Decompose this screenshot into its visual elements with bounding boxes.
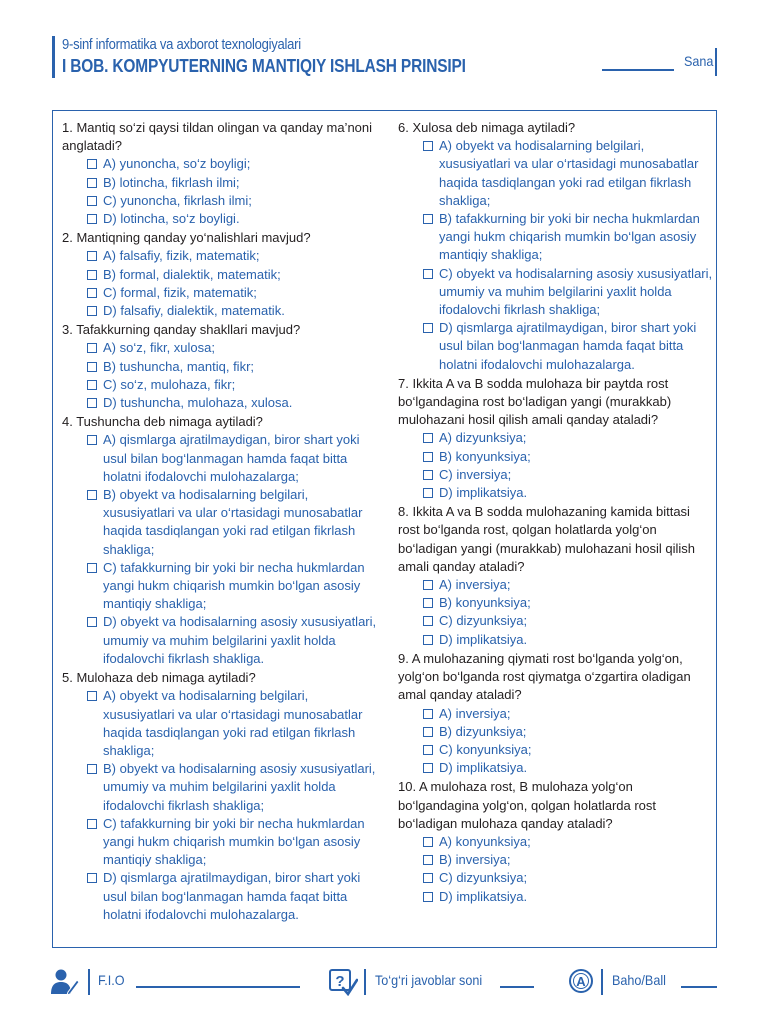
answer-checkbox[interactable] <box>423 433 433 443</box>
answer-option[interactable] <box>398 869 713 887</box>
question-item <box>398 650 713 777</box>
answer-checkbox[interactable] <box>87 343 97 353</box>
answer-checkbox[interactable] <box>87 270 97 280</box>
answer-option-text: A) konyunksiya; <box>439 833 531 849</box>
answer-option[interactable] <box>62 155 377 173</box>
answer-checkbox[interactable] <box>423 580 433 590</box>
answer-option-text: B) tafakkurning bir yoki bir necha hukmlardan yangi hukm chiqarish mumkin bo‘lgan asosiy mantiqiy shakliga; <box>439 211 700 263</box>
answer-option-text: C) so‘z, mulohaza, fikr; <box>103 376 236 392</box>
answer-option[interactable] <box>398 759 713 777</box>
answer-option[interactable] <box>62 339 377 357</box>
answer-checkbox[interactable] <box>423 616 433 626</box>
question-item <box>62 669 377 924</box>
answer-option[interactable] <box>398 741 713 759</box>
answer-option[interactable] <box>398 833 713 851</box>
answer-checkbox[interactable] <box>87 617 97 627</box>
answer-option-text: B) konyunksiya; <box>439 448 531 464</box>
answer-option[interactable] <box>62 266 377 284</box>
question-text: 8. Ikkita A va B sodda mulohazaning kamida bittasi rost bo‘lganda rost, qolgan holatlarda yolg‘on bo‘ladigan yangi (murakkab) mulohazani hosil qilish amali qanday ataladi? <box>398 504 695 574</box>
answer-checkbox[interactable] <box>423 873 433 883</box>
svg-text:?: ? <box>335 973 345 990</box>
answer-option-text: A) obyekt va hodisalarning belgilari, xususiyatlari va ular o‘rtasidagi munosabatlar haqida tasdiqlangan yoki rad etilgan fikrlash shakliga; <box>103 688 363 758</box>
grade-a-icon <box>568 968 596 1001</box>
answer-checkbox[interactable] <box>87 159 97 169</box>
answer-checkbox[interactable] <box>423 635 433 645</box>
answer-option[interactable] <box>398 851 713 869</box>
answer-option-text: B) lotincha, fikrlash ilmi; <box>103 174 240 190</box>
answer-checkbox[interactable] <box>87 873 97 883</box>
answer-checkbox[interactable] <box>423 837 433 847</box>
question-text: 4. Tushuncha deb nimaga aytiladi? <box>62 414 263 430</box>
date-accent-bar <box>715 48 717 76</box>
answer-option-text: C) obyekt va hodisalarning asosiy xususiyatlari, umumiy va muhim belgilarini yaxlit holda ifodalovchi fikrlash shakliga; <box>439 265 713 318</box>
answer-option-text: C) dizyunksiya; <box>439 613 528 629</box>
answer-checkbox[interactable] <box>87 819 97 829</box>
answer-checkbox[interactable] <box>423 452 433 462</box>
answer-option[interactable] <box>62 247 377 265</box>
answer-option-text: A) qismlarga ajratilmaydigan, biror shart yoki usul bilan bog‘lanmagan hamda faqat bitta holatni ifodalovchi mulohazalarga; <box>103 432 360 484</box>
answer-option-text: D) tushuncha, mulohaza, xulosa. <box>103 395 293 411</box>
correct-answers-label: To‘g‘ri javoblar soni <box>375 972 483 988</box>
answer-option-text: B) inversiya; <box>439 852 511 868</box>
answer-checkbox[interactable] <box>423 855 433 865</box>
answer-checkbox[interactable] <box>423 892 433 902</box>
answer-checkbox[interactable] <box>87 178 97 188</box>
answer-checkbox[interactable] <box>423 214 433 224</box>
question-item <box>62 321 377 412</box>
answer-option[interactable] <box>398 576 713 594</box>
answer-option[interactable] <box>398 594 713 612</box>
footer-separator <box>364 969 366 995</box>
question-text: 9. A mulohazaning qiymati rost bo‘lganda yolg‘on, yolg‘on bo‘lganda rost qiymatga o‘zgartira oladigan amal qanday ataladi? <box>398 650 691 703</box>
answer-checkbox[interactable] <box>423 323 433 333</box>
answer-checkbox[interactable] <box>423 727 433 737</box>
answer-checkbox[interactable] <box>423 598 433 608</box>
question-text: 10. A mulohaza rost, B mulohaza yolg‘on bo‘lgandagina yolg‘on, qolgan holatlarda rost bo‘ladigan mulohaza qanday ataladi? <box>398 779 657 831</box>
answer-option[interactable] <box>62 376 377 394</box>
svg-text:A: A <box>576 974 586 989</box>
question-item <box>398 119 713 374</box>
answer-option[interactable] <box>62 284 377 302</box>
answer-checkbox[interactable] <box>87 691 97 701</box>
answer-checkbox[interactable] <box>87 764 97 774</box>
answer-option[interactable] <box>62 192 377 210</box>
answer-option[interactable] <box>62 760 377 815</box>
answer-option[interactable] <box>62 687 377 760</box>
right-column <box>398 119 713 907</box>
answer-option[interactable] <box>398 210 713 265</box>
answer-option[interactable] <box>62 358 377 376</box>
answer-option-text: D) lotincha, so‘z boyligi. <box>103 211 240 227</box>
person-edit-icon <box>50 968 80 1001</box>
answer-checkbox[interactable] <box>87 214 97 224</box>
answer-option[interactable] <box>62 174 377 192</box>
answer-option[interactable] <box>62 815 377 870</box>
answer-option-text: B) tushuncha, mantiq, fikr; <box>103 358 255 374</box>
question-text: 7. Ikkita A va B sodda mulohaza bir paytda rost bo‘lgandagina rost bo‘ladigan yangi (murakkab) mulohazani hosil qilish amali qanday ataladi? <box>398 375 672 428</box>
answer-option[interactable] <box>398 137 713 210</box>
answer-checkbox[interactable] <box>423 470 433 480</box>
question-item <box>398 503 713 649</box>
answer-option-text: D) qismlarga ajratilmaydigan, biror shart yoki usul bilan bog‘lanmagan hamda faqat bitta holatni ifodalovchi mulohazalarga. <box>103 870 361 922</box>
left-column <box>62 119 377 925</box>
answer-option[interactable] <box>398 466 713 484</box>
questions-box <box>52 110 717 948</box>
answer-option-text: A) falsafiy, fizik, matematik; <box>103 248 260 264</box>
answer-option[interactable] <box>398 631 713 649</box>
answer-option-text: C) dizyunksiya; <box>439 870 528 886</box>
question-text: 6. Xulosa deb nimaga aytiladi? <box>398 120 576 135</box>
date-line <box>602 69 674 71</box>
answer-option-text: B) formal, dialektik, matematik; <box>103 266 281 282</box>
answer-option-text: A) yunoncha, so‘z boyligi; <box>103 156 251 172</box>
question-item <box>62 229 377 320</box>
name-label: F.I.O <box>98 972 125 988</box>
answer-checkbox[interactable] <box>87 435 97 445</box>
answer-option[interactable] <box>398 319 713 374</box>
answer-option-text: C) inversiya; <box>439 466 512 482</box>
answer-checkbox[interactable] <box>87 563 97 573</box>
answer-option[interactable] <box>398 612 713 630</box>
answer-checkbox[interactable] <box>87 251 97 261</box>
question-text: 1. Mantiq so‘zi qaysi tildan olingan va qanday ma’noni anglatadi? <box>62 120 373 154</box>
answer-option-text: D) obyekt va hodisalarning asosiy xususiyatlari, umumiy va muhim belgilarini yaxlit holda ifodalovchi fikrlash shakliga. <box>103 614 377 666</box>
answer-checkbox[interactable] <box>423 269 433 279</box>
answer-checkbox[interactable] <box>423 709 433 719</box>
answer-option[interactable] <box>62 869 377 924</box>
answer-option-text: A) dizyunksiya; <box>439 430 527 446</box>
answer-checkbox[interactable] <box>423 141 433 151</box>
answer-option[interactable] <box>398 705 713 723</box>
date-label: Sana <box>684 53 714 69</box>
question-check-icon <box>328 968 358 1001</box>
answer-option-text: C) tafakkurning bir yoki bir necha hukmlardan yangi hukm chiqarish mumkin bo‘lgan asosiy mantiqiy shakliga; <box>103 815 365 868</box>
question-item <box>398 778 713 905</box>
answer-option-text: B) obyekt va hodisalarning asosiy xususiyatlari, umumiy va muhim belgilarini yaxlit holda ifodalovchi fikrlash shakliga; <box>103 761 376 813</box>
answer-option-text: A) so‘z, fikr, xulosa; <box>103 340 215 356</box>
footer-separator <box>601 969 603 995</box>
header-accent-bar <box>52 36 55 78</box>
answer-option-text: A) inversiya; <box>439 705 511 721</box>
answer-option-text: B) obyekt va hodisalarning belgilari, xususiyatlari va ular o‘rtasidagi munosabatlar haqida tasdiqlangan yoki rad etilgan fikrlash shakliga; <box>103 487 363 557</box>
name-line[interactable] <box>136 986 300 988</box>
header-subtitle: 9-sinf informatika va axborot texnologiyalari <box>62 37 301 53</box>
answer-option[interactable] <box>62 486 377 559</box>
answer-option-text: D) implikatsiya. <box>439 631 528 647</box>
answer-option[interactable] <box>398 429 713 447</box>
question-item <box>62 413 377 668</box>
answer-option[interactable] <box>62 394 377 412</box>
answer-option[interactable] <box>398 484 713 502</box>
answer-option[interactable] <box>398 888 713 906</box>
answer-option[interactable] <box>62 613 377 668</box>
answer-option-text: D) implikatsiya. <box>439 485 528 501</box>
answer-option-text: B) dizyunksiya; <box>439 723 527 739</box>
answer-option-text: D) qismlarga ajratilmaydigan, biror shart yoki usul bilan bog‘lanmagan hamda faqat bitta holatni ifodalovchi mulohazalarga. <box>439 320 697 372</box>
answer-option-text: A) obyekt va hodisalarning belgilari, xususiyatlari va ular o‘rtasidagi munosabatlar haqida tasdiqlangan yoki rad etilgan fikrlash shakliga; <box>439 138 699 208</box>
answer-checkbox[interactable] <box>423 763 433 773</box>
answer-option-text: B) konyunksiya; <box>439 595 531 611</box>
answer-option[interactable] <box>398 448 713 466</box>
answer-option-text: D) implikatsiya. <box>439 760 528 776</box>
answer-option-text: C) tafakkurning bir yoki bir necha hukmlardan yangi hukm chiqarish mumkin bo‘lgan asosiy mantiqiy shakliga; <box>103 559 365 612</box>
answer-checkbox[interactable] <box>87 398 97 408</box>
answer-checkbox[interactable] <box>87 288 97 298</box>
answer-checkbox[interactable] <box>87 380 97 390</box>
answer-checkbox[interactable] <box>87 306 97 316</box>
answer-checkbox[interactable] <box>87 196 97 206</box>
footer-separator <box>88 969 90 995</box>
answer-option-text: C) konyunksiya; <box>439 741 532 757</box>
answer-checkbox[interactable] <box>423 488 433 498</box>
answer-option-text: C) formal, fizik, matematik; <box>103 284 257 300</box>
answer-option-text: C) yunoncha, fikrlash ilmi; <box>103 192 252 208</box>
answer-option-text: A) inversiya; <box>439 577 511 593</box>
answer-option[interactable] <box>62 210 377 228</box>
question-item <box>62 119 377 228</box>
correct-answers-line[interactable] <box>500 986 534 988</box>
answer-option[interactable] <box>62 431 377 486</box>
answer-option-text: D) falsafiy, dialektik, matematik. <box>103 303 285 319</box>
question-text: 2. Mantiqning qanday yo‘nalishlari mavjud? <box>62 230 311 246</box>
grade-label: Baho/Ball <box>612 972 666 988</box>
page-title: I BOB. KOMPYUTERNING MANTIQIY ISHLASH PRINSIPI <box>62 56 466 76</box>
answer-checkbox[interactable] <box>87 490 97 500</box>
answer-option[interactable] <box>62 302 377 320</box>
answer-option[interactable] <box>398 723 713 741</box>
answer-checkbox[interactable] <box>423 745 433 755</box>
question-text: 5. Mulohaza deb nimaga aytiladi? <box>62 670 256 686</box>
answer-option[interactable] <box>398 265 713 320</box>
answer-option-text: D) implikatsiya. <box>439 888 528 904</box>
answer-checkbox[interactable] <box>87 362 97 372</box>
grade-line[interactable] <box>681 986 717 988</box>
question-text: 3. Tafakkurning qanday shakllari mavjud? <box>62 322 301 338</box>
answer-option[interactable] <box>62 559 377 614</box>
question-item <box>398 375 713 502</box>
